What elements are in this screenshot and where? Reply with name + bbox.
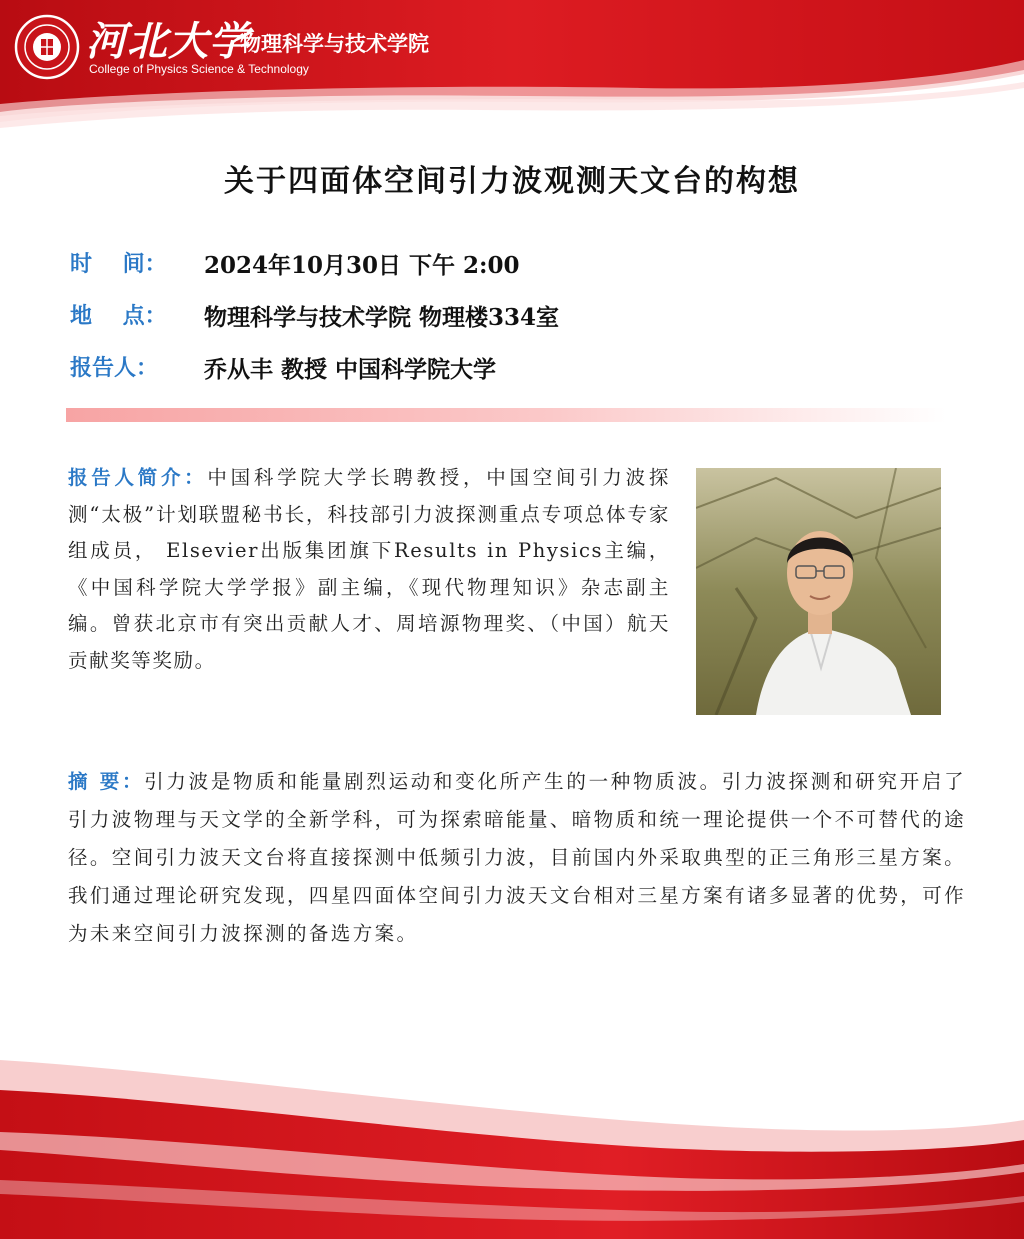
college-name-en: College of Physics Science & Technology	[89, 62, 309, 76]
time-value: 2024年10月30日 下午 2:00	[204, 252, 520, 279]
location-value: 物理科学与技术学院 物理楼334室	[204, 304, 560, 331]
speaker-value: 乔从丰 教授 中国科学院大学	[204, 356, 497, 383]
college-name-cn: 物理科学与技术学院	[240, 32, 429, 56]
page-title: 关于四面体空间引力波观测天文台的构想	[224, 164, 800, 199]
bio-label: 报告人简介：	[68, 466, 208, 489]
time-label: 时 间：	[70, 251, 167, 277]
speaker-bio	[68, 460, 670, 679]
footer-wave-band	[0, 1040, 1024, 1239]
speaker-photo	[696, 468, 941, 715]
hebei-university-seal-logo	[14, 14, 80, 80]
section-divider	[66, 408, 946, 422]
bio-text: 中国科学院大学长聘教授，中国空间引力波探测“太极”计划联盟秘书长，科技部引力波探测重点专项总体专家组成员， Elsevier出版集团旗下Results in Physics主编，《中国科学院大学学报》副主编，《现代物理知识》杂志副主编。曾获北京市有突出贡献人才、周培源物理奖、（中国）航天贡献奖等奖励。	[68, 466, 670, 672]
abstract	[68, 763, 966, 953]
abstract-text: 引力波是物质和能量剧烈运动和变化所产生的一种物质波。引力波探测和研究开启了引力波物理与天文学的全新学科，可为探索暗能量、暗物质和统一理论提供一个不可替代的途径。空间引力波天文台将直接探测中低频引力波，目前国内外采取典型的正三角形三星方案。我们通过理论研究发现，四星四面体空间引力波天文台相对三星方案有诸多显著的优势，可作为未来空间引力波探测的备选方案。	[68, 770, 966, 945]
abstract-label: 摘 要：	[68, 770, 145, 793]
location-label: 地 点：	[70, 303, 167, 329]
university-name: 河北大学	[86, 18, 250, 65]
speaker-label: 报告人：	[70, 355, 159, 381]
